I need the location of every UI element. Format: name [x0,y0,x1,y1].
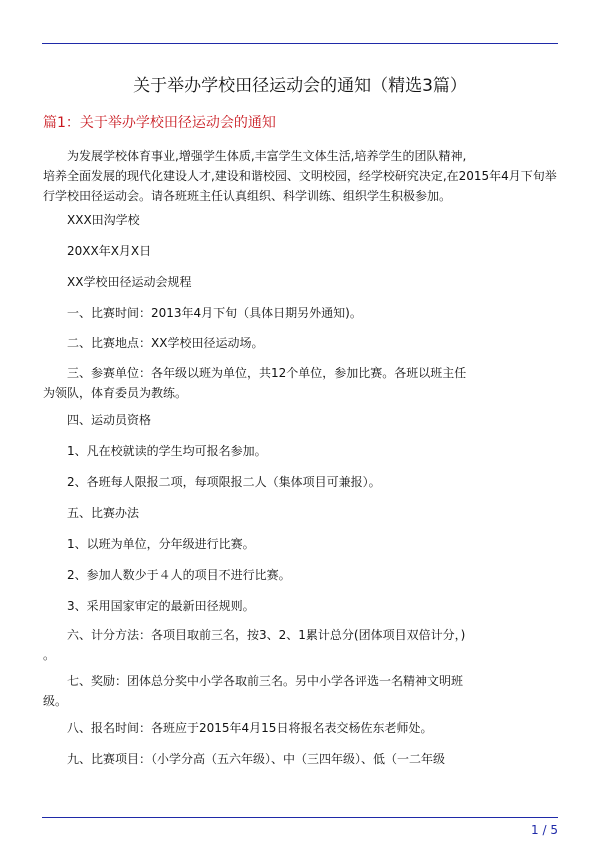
paragraph-line: 1、以班为单位，分年级进行比赛。 [67,537,255,551]
header-rule [42,43,558,44]
section-heading: 篇1：关于举办学校田径运动会的通知 [43,115,276,131]
paragraph-line: 二、比赛地点：XX学校田径运动场。 [67,336,264,350]
paragraph-line: 为发展学校体育事业,增强学生体质,丰富学生文体生活,培养学生的团队精神, [67,149,467,163]
paragraph-line: 九、比赛项目：（小学分高（五六年级）、中（三四年级）、低（一二年级 [67,752,446,766]
paragraph-registration [43,718,513,738]
paragraph-line: 20XX年X月X日 [67,244,152,258]
paragraph-eligibility-2 [43,472,513,492]
paragraph-line: 培养全面发展的现代化建设人才,建设和谐校园、文明校园，经学校研究决定,在2015年4月下旬举 [43,169,557,183]
paragraph-line: 八、报名时间：各班应于2015年4月15日将报名表交杨佐东老师处。 [67,721,433,735]
paragraph-method-2 [43,565,513,585]
paragraph-intro [43,146,557,206]
paragraph-method-1 [43,534,513,554]
paragraph-line: 。 [43,648,56,662]
paragraph-method-heading [43,503,513,523]
paragraph-awards [43,671,513,711]
paragraph-method-3 [43,596,513,616]
paragraph-eligibility-heading [43,410,513,430]
paragraph-line: 为领队，体育委员为教练。 [43,386,188,400]
paragraph-line: 六、计分方法：各项目取前三名，按3、2、1累计总分(团体项目双倍计分，) [67,628,466,642]
paragraph-scoring [43,625,513,665]
paragraph-time [43,303,513,323]
paragraph-line: 行学校田径运动会。请各班班主任认真组织、科学训练、组织学生积极参加。 [43,189,452,203]
paragraph-line: 级。 [43,694,68,708]
paragraph-eligibility-1 [43,441,513,461]
document-title: 关于举办学校田径运动会的通知（精选3篇） [133,76,467,96]
paragraph-date [43,241,513,261]
paragraph-school-name [43,210,513,230]
footer-rule [42,817,558,818]
paragraph-line: 2、参加人数少于４人的项目不进行比赛。 [67,568,291,582]
paragraph-events [43,749,513,769]
paragraph-line: 七、奖励：团体总分奖中小学各取前三名。另中小学各评选一名精神文明班 [67,674,464,688]
paragraph-line: 四、运动员资格 [67,413,152,427]
paragraph-participants [43,363,513,403]
paragraph-line: 一、比赛时间：2013年4月下旬（具体日期另外通知)。 [67,306,362,320]
paragraph-line: 3、采用国家审定的最新田径规则。 [67,599,255,613]
paragraph-line: 1、凡在校就读的学生均可报名参加。 [67,444,267,458]
paragraph-line: 五、比赛办法 [67,506,140,520]
paragraph-line: 2、各班每人限报二项，每项限报二人（集体项目可兼报）。 [67,475,381,489]
page-number: 1 / 5 [531,823,558,837]
paragraph-rules-title [43,272,513,292]
paragraph-line: XXX田沟学校 [67,213,140,227]
paragraph-location [43,333,513,353]
paragraph-line: 三、参赛单位：各年级以班为单位，共12个单位，参加比赛。各班以班主任 [67,366,467,380]
paragraph-line: XX学校田径运动会规程 [67,275,192,289]
